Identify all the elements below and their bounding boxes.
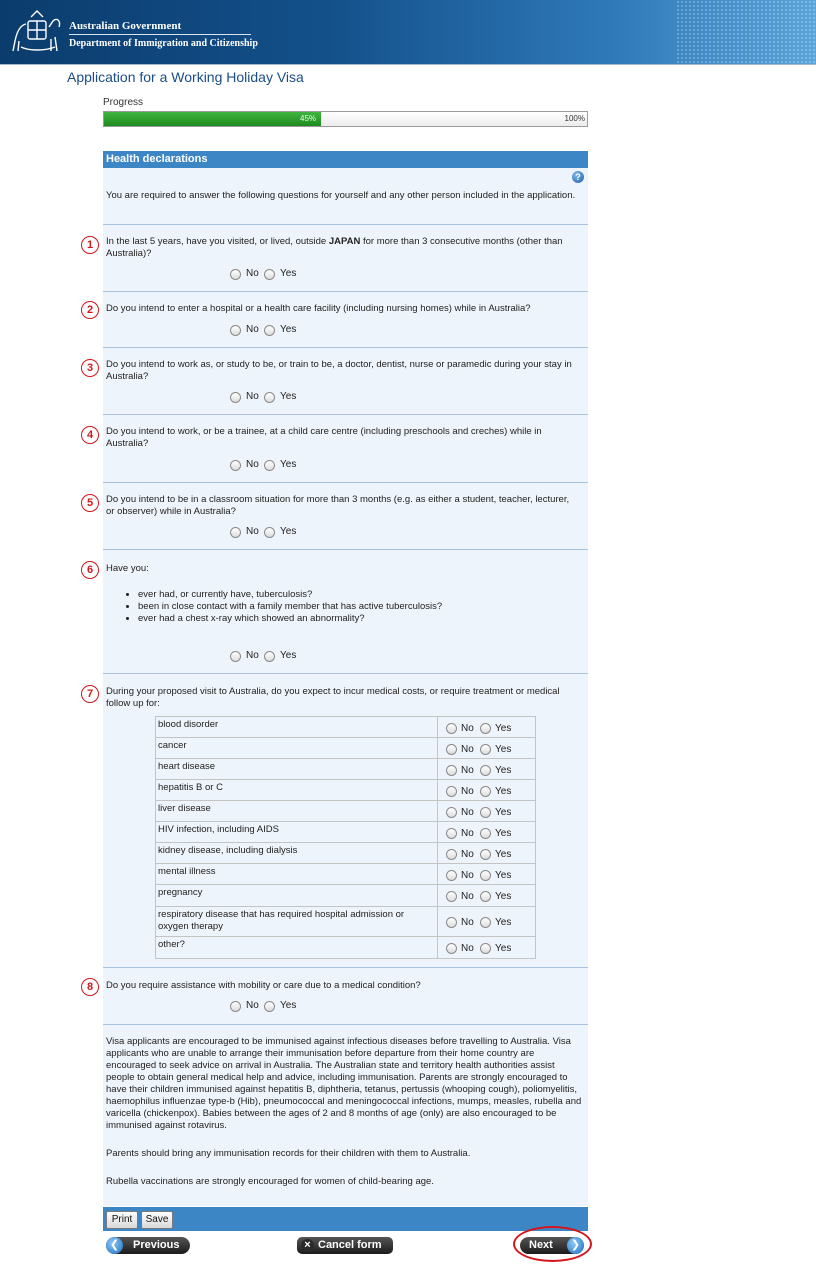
list-item: • ever had a chest x-ray which showed an abnormality? bbox=[138, 613, 578, 625]
yes-label: Yes bbox=[495, 943, 512, 954]
yes-label: Yes bbox=[495, 917, 512, 928]
page-title: Application for a Working Holiday Visa bbox=[67, 69, 304, 85]
yes-label: Yes bbox=[280, 268, 297, 279]
question-8-yes-radio[interactable] bbox=[264, 1001, 275, 1012]
condition-yes-radio[interactable] bbox=[480, 807, 491, 818]
question-3-no-radio[interactable] bbox=[230, 392, 241, 403]
no-label: No bbox=[461, 744, 474, 755]
condition-yes-radio[interactable] bbox=[480, 849, 491, 860]
question-2-text: Do you intend to enter a hospital or a health care facility (including nursing homes) while in Australia? bbox=[106, 303, 531, 314]
question-1-text bbox=[106, 236, 580, 260]
immunisation-records-note: Parents should bring any immunisation records for their children with them to Australia. bbox=[106, 1148, 471, 1159]
no-label: No bbox=[461, 849, 474, 860]
condition-no-radio[interactable] bbox=[446, 723, 457, 734]
question-6-text: Have you: bbox=[106, 563, 149, 574]
condition-row bbox=[155, 906, 536, 937]
progress-max: 100% bbox=[564, 114, 585, 123]
yes-label: Yes bbox=[495, 765, 512, 776]
condition-label: cancer bbox=[155, 738, 438, 759]
australia-map-dots bbox=[676, 0, 816, 64]
no-label: No bbox=[461, 891, 474, 902]
condition-options bbox=[440, 822, 536, 843]
question-5-text: Do you intend to be in a classroom situation for more than 3 months (e.g. as either a student, teacher, lecturer, or observer) while in Australia? bbox=[106, 494, 570, 517]
previous-label: Previous bbox=[133, 1239, 180, 1251]
tuberculosis-list bbox=[106, 589, 578, 625]
no-label: No bbox=[246, 526, 259, 537]
condition-label: hepatitis B or C bbox=[155, 780, 438, 801]
list-item: • ever had, or currently have, tuberculosis? bbox=[138, 589, 578, 601]
annotation-number-4: 4 bbox=[81, 426, 99, 444]
yes-label: Yes bbox=[280, 526, 297, 537]
condition-yes-radio[interactable] bbox=[480, 723, 491, 734]
yes-label: Yes bbox=[280, 459, 297, 470]
no-label: No bbox=[246, 1000, 259, 1011]
progress-label: Progress bbox=[103, 97, 144, 108]
question-4-text: Do you intend to work, or be a trainee, at a child care centre (including preschools and creches) while in Australia? bbox=[106, 426, 542, 449]
list-item: • been in close contact with a family member that has active tuberculosis? bbox=[138, 601, 578, 613]
condition-row bbox=[155, 758, 536, 780]
condition-row bbox=[155, 800, 536, 822]
help-icon[interactable]: ? bbox=[572, 171, 584, 183]
yes-label: Yes bbox=[495, 723, 512, 734]
section-intro: You are required to answer the following questions for yourself and any other person included in the application. bbox=[106, 190, 576, 201]
progress-fill bbox=[104, 112, 321, 126]
condition-options bbox=[440, 907, 536, 937]
condition-options bbox=[440, 759, 536, 780]
print-button[interactable]: Print bbox=[106, 1211, 138, 1229]
question-1-text-b: for more than 3 consecutive months (other than Australia)? bbox=[106, 236, 563, 259]
question-5-no-radio[interactable] bbox=[230, 527, 241, 538]
question-7-text: During your proposed visit to Australia, do you expect to incur medical costs, or require treatment or medical follow up for: bbox=[106, 686, 560, 709]
no-label: No bbox=[461, 828, 474, 839]
yes-label: Yes bbox=[495, 744, 512, 755]
section-header bbox=[103, 151, 588, 168]
question-2-no-radio[interactable] bbox=[230, 325, 241, 336]
no-label: No bbox=[461, 870, 474, 881]
rubella-note: Rubella vaccinations are strongly encouraged for women of child-bearing age. bbox=[106, 1176, 434, 1187]
condition-no-radio[interactable] bbox=[446, 870, 457, 881]
condition-yes-radio[interactable] bbox=[480, 943, 491, 954]
condition-no-radio[interactable] bbox=[446, 786, 457, 797]
section-title: Health declarations bbox=[106, 153, 208, 165]
condition-options bbox=[440, 780, 536, 801]
divider bbox=[103, 673, 588, 674]
arrow-right-icon: ❯ bbox=[567, 1237, 584, 1254]
no-label: No bbox=[246, 268, 259, 279]
condition-options bbox=[440, 801, 536, 822]
divider bbox=[103, 224, 588, 225]
annotation-number-2: 2 bbox=[81, 301, 99, 319]
condition-yes-radio[interactable] bbox=[480, 828, 491, 839]
question-1-yes-radio[interactable] bbox=[264, 269, 275, 280]
condition-yes-radio[interactable] bbox=[480, 917, 491, 928]
header-divider bbox=[69, 34, 251, 35]
department-name: Department of Immigration and Citizenship bbox=[69, 38, 258, 49]
yes-label: Yes bbox=[495, 828, 512, 839]
divider bbox=[103, 549, 588, 550]
immunisation-info: Visa applicants are encouraged to be immunised against infectious diseases before travelling to Australia. Visa applicants who are unable to arrange their immunisation before departure from their home country are encouraged to seek advice on arrival in Australia. The Australian state and territory health authorities assist people to obtain general medical help and advice, including immunisation. Parents are strongly encouraged to have their children immunised against hepatitis B, diphtheria, tetanus, pertussis (whooping cough), poliomyelitis, haemophilus influenzae type-b (Hib), pneumococcal and meningococcal infections, mumps, measles, rubella and varicella (chickenpox). Babies between the ages of 2 and 8 months of age (only) are also encouraged to be immunised against rotavirus. bbox=[106, 1036, 582, 1131]
yes-label: Yes bbox=[495, 870, 512, 881]
question-6-no-radio[interactable] bbox=[230, 651, 241, 662]
cancel-label: Cancel form bbox=[318, 1239, 382, 1251]
condition-label: pregnancy bbox=[155, 885, 438, 907]
question-8-no-radio[interactable] bbox=[230, 1001, 241, 1012]
cancel-form-button[interactable] bbox=[297, 1237, 393, 1254]
condition-label: HIV infection, including AIDS bbox=[155, 822, 438, 843]
condition-yes-radio[interactable] bbox=[480, 765, 491, 776]
annotation-number-6: 6 bbox=[81, 561, 99, 579]
yes-label: Yes bbox=[280, 650, 297, 661]
condition-yes-radio[interactable] bbox=[480, 891, 491, 902]
condition-no-radio[interactable] bbox=[446, 807, 457, 818]
divider bbox=[103, 1024, 588, 1025]
no-label: No bbox=[461, 917, 474, 928]
condition-no-radio[interactable] bbox=[446, 828, 457, 839]
annotation-number-1: 1 bbox=[81, 236, 99, 254]
condition-row bbox=[155, 821, 536, 843]
annotation-number-5: 5 bbox=[81, 494, 99, 512]
condition-label: liver disease bbox=[155, 801, 438, 822]
yes-label: Yes bbox=[495, 891, 512, 902]
condition-yes-radio[interactable] bbox=[480, 786, 491, 797]
no-label: No bbox=[461, 723, 474, 734]
condition-options bbox=[440, 717, 536, 738]
next-button-highlight-annotation bbox=[513, 1226, 592, 1262]
question-3-text: Do you intend to work as, or study to be, or train to be, a doctor, dentist, nurse or paramedic during your stay in Australia? bbox=[106, 359, 572, 382]
condition-no-radio[interactable] bbox=[446, 891, 457, 902]
divider bbox=[103, 414, 588, 415]
condition-no-radio[interactable] bbox=[446, 849, 457, 860]
condition-label: kidney disease, including dialysis bbox=[155, 843, 438, 864]
no-label: No bbox=[246, 324, 259, 335]
condition-yes-radio[interactable] bbox=[480, 744, 491, 755]
condition-row bbox=[155, 863, 536, 885]
question-1-country: JAPAN bbox=[328, 236, 361, 247]
condition-no-radio[interactable] bbox=[446, 943, 457, 954]
previous-button[interactable] bbox=[106, 1237, 190, 1254]
form-footer-bar bbox=[103, 1207, 588, 1231]
divider bbox=[103, 291, 588, 292]
question-3-yes-radio[interactable] bbox=[264, 392, 275, 403]
government-banner bbox=[0, 0, 816, 64]
annotation-number-8: 8 bbox=[81, 978, 99, 996]
yes-label: Yes bbox=[495, 849, 512, 860]
condition-options bbox=[440, 885, 536, 907]
condition-options bbox=[440, 937, 536, 958]
arrow-left-icon: ❮ bbox=[106, 1237, 123, 1254]
condition-row bbox=[155, 779, 536, 801]
yes-label: Yes bbox=[280, 324, 297, 335]
no-label: No bbox=[461, 765, 474, 776]
no-label: No bbox=[246, 650, 259, 661]
close-icon: × bbox=[301, 1239, 314, 1252]
yes-label: Yes bbox=[495, 807, 512, 818]
header-underline bbox=[0, 64, 816, 65]
progress-bar bbox=[103, 111, 588, 127]
yes-label: Yes bbox=[495, 786, 512, 797]
question-2-yes-radio[interactable] bbox=[264, 325, 275, 336]
condition-row bbox=[155, 716, 536, 738]
condition-label: respiratory disease that has required hospital admission or oxygen therapy bbox=[155, 907, 438, 937]
question-8-text: Do you require assistance with mobility or care due to a medical condition? bbox=[106, 980, 421, 991]
condition-row bbox=[155, 737, 536, 759]
annotation-number-7: 7 bbox=[81, 685, 99, 703]
condition-row bbox=[155, 936, 536, 959]
condition-options bbox=[440, 864, 536, 885]
condition-options bbox=[440, 843, 536, 864]
question-1-no-radio[interactable] bbox=[230, 269, 241, 280]
no-label: No bbox=[461, 943, 474, 954]
divider bbox=[103, 967, 588, 968]
divider bbox=[103, 347, 588, 348]
annotation-number-3: 3 bbox=[81, 359, 99, 377]
condition-label: heart disease bbox=[155, 759, 438, 780]
progress-value: 45% bbox=[300, 114, 317, 123]
no-label: No bbox=[461, 786, 474, 797]
yes-label: Yes bbox=[280, 1000, 297, 1011]
question-4-yes-radio[interactable] bbox=[264, 460, 275, 471]
condition-label: blood disorder bbox=[155, 717, 438, 738]
question-4-no-radio[interactable] bbox=[230, 460, 241, 471]
next-label: Next bbox=[529, 1239, 553, 1251]
condition-options bbox=[440, 738, 536, 759]
condition-label: other? bbox=[155, 937, 438, 958]
condition-label: mental illness bbox=[155, 864, 438, 885]
question-1-text-a: In the last 5 years, have you visited, or lived, outside bbox=[106, 236, 329, 247]
condition-row bbox=[155, 842, 536, 864]
no-label: No bbox=[461, 807, 474, 818]
divider bbox=[103, 482, 588, 483]
save-button[interactable]: Save bbox=[141, 1211, 173, 1229]
condition-yes-radio[interactable] bbox=[480, 870, 491, 881]
yes-label: Yes bbox=[280, 391, 297, 402]
no-label: No bbox=[246, 459, 259, 470]
condition-no-radio[interactable] bbox=[446, 917, 457, 928]
government-name: Australian Government bbox=[69, 20, 182, 32]
question-6-yes-radio[interactable] bbox=[264, 651, 275, 662]
question-5-yes-radio[interactable] bbox=[264, 527, 275, 538]
condition-row bbox=[155, 884, 536, 907]
condition-no-radio[interactable] bbox=[446, 765, 457, 776]
condition-no-radio[interactable] bbox=[446, 744, 457, 755]
coat-of-arms-icon bbox=[9, 7, 65, 55]
no-label: No bbox=[246, 391, 259, 402]
